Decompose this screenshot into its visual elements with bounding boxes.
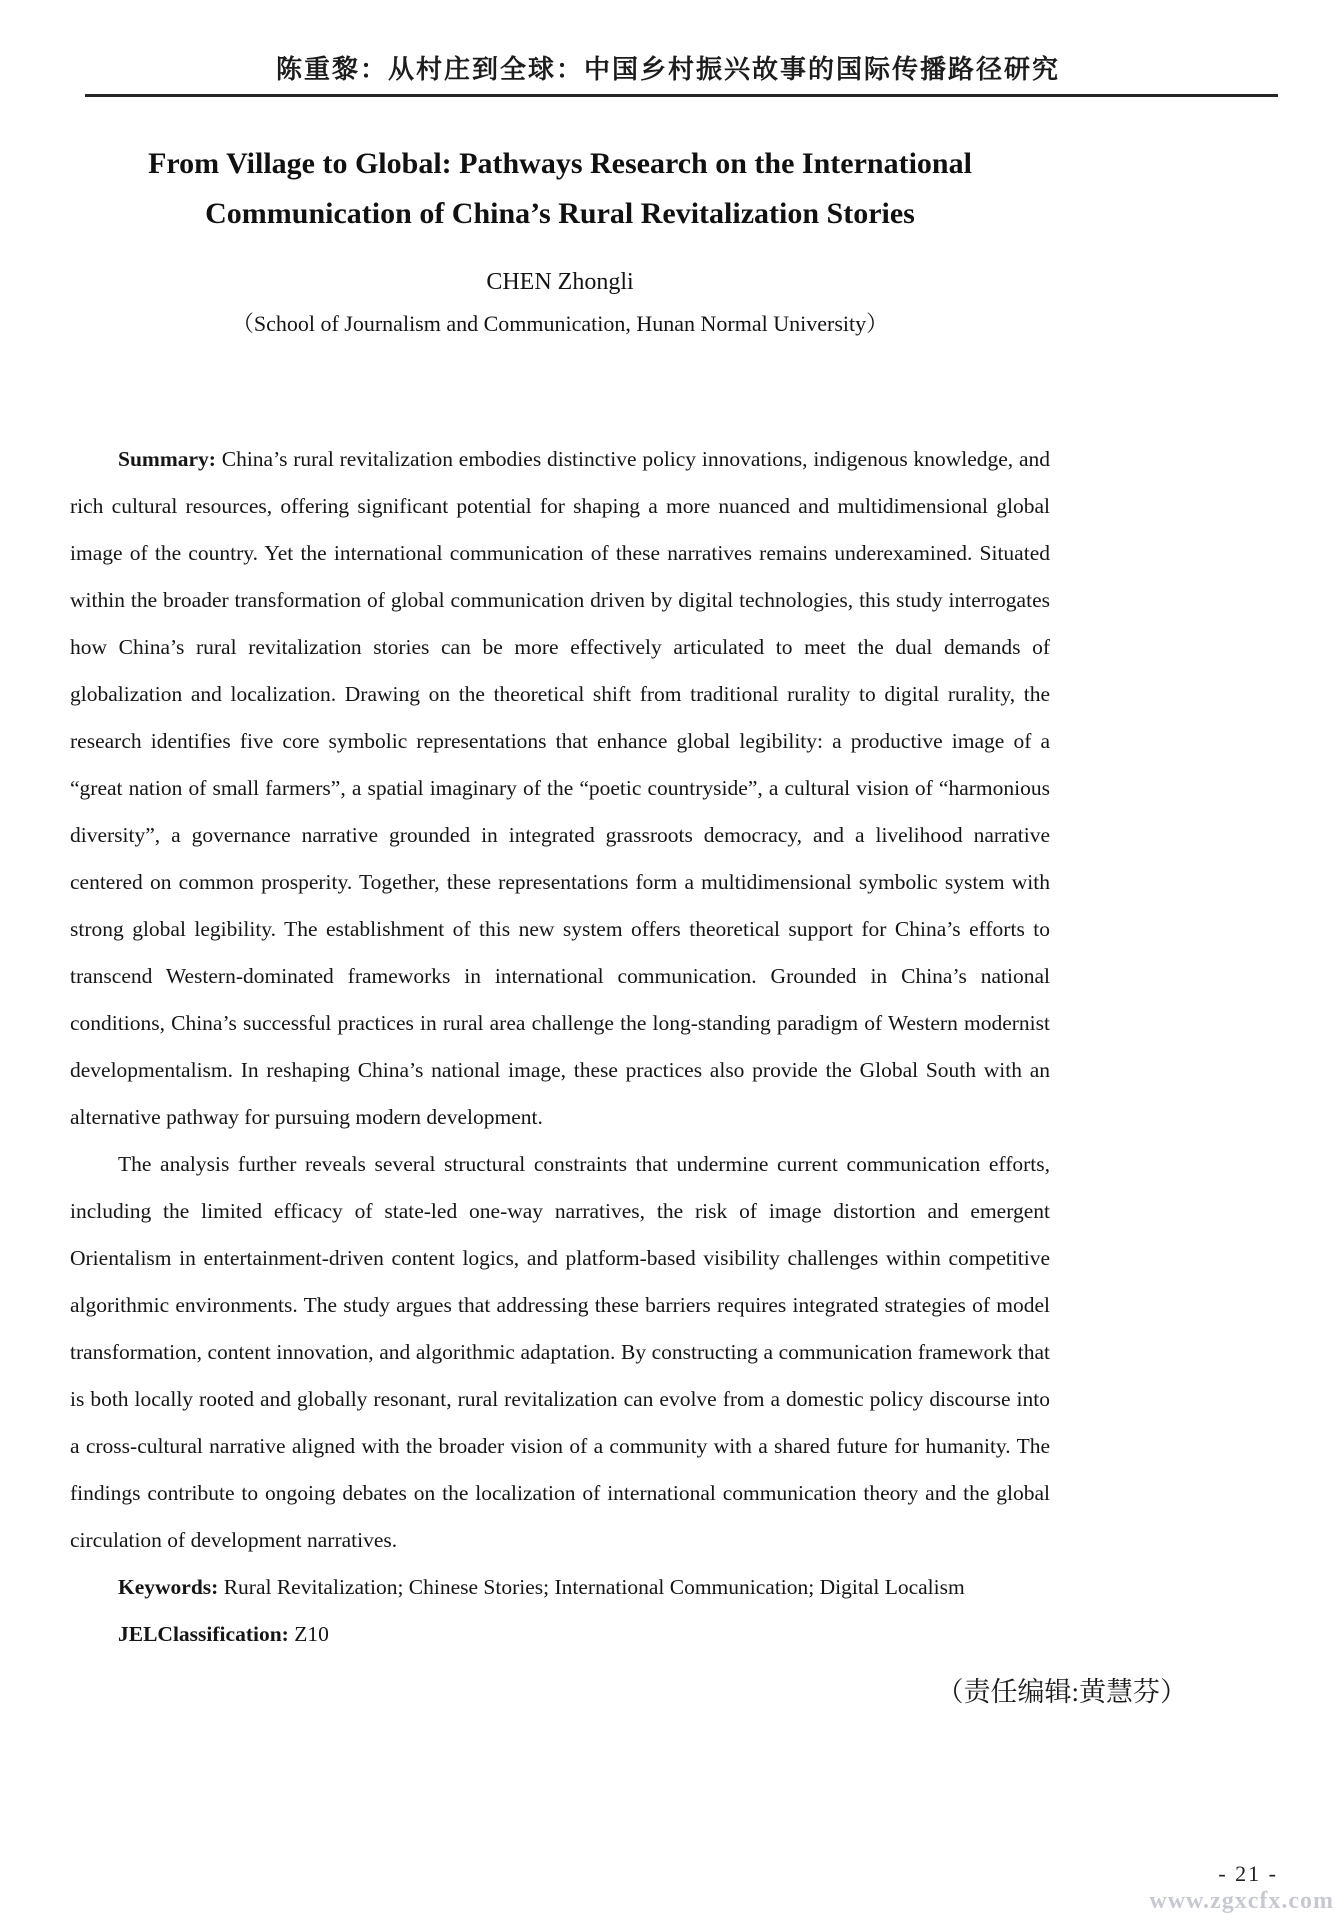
- body-paragraph: The analysis further reveals several structural constraints that undermine current communication efforts, including the limited efficacy of state-led one-way narratives, the risk of image distortion and emergent Orientalism in entertainment-driven content logics, and platform-based visibility challenges within competitive algorithmic environments. The study argues that addressing these barriers requires integrated strategies of model transformation, content innovation, and algorithmic adaptation. By constructing a communication framework that is both locally rooted and globally resonant, rural revitalization can evolve from a domestic policy discourse into a cross-cultural narrative aligned with the broader vision of a community with a shared future for humanity. The findings contribute to ongoing debates on the localization of international communication theory and the global circulation of development narratives.: [70, 1152, 1050, 1552]
- editor-note: （责任编辑:黄慧芬）: [936, 1677, 1187, 1707]
- abstract-label: Summary:: [118, 447, 216, 471]
- author-affiliation: （School of Journalism and Communication, Hunan Normal University）: [231, 311, 889, 336]
- article-title: [70, 139, 1050, 239]
- article-content: [70, 139, 1050, 1658]
- keywords-line: [70, 1564, 1050, 1611]
- abstract-paragraph: [70, 436, 1050, 1141]
- jel-label: JELClassification:: [118, 1622, 289, 1646]
- title-line-1: From Village to Global: Pathways Research on the International: [148, 147, 972, 180]
- jel-text: Z10: [294, 1622, 329, 1646]
- page-number: - 21 -: [1218, 1861, 1278, 1886]
- keywords-label: Keywords:: [118, 1575, 219, 1599]
- header-divider: [85, 94, 1278, 97]
- site-watermark: www.zgxcfx.com: [1149, 1888, 1334, 1914]
- author-name: CHEN Zhongli: [486, 269, 634, 295]
- title-line-2: Communication of China’s Rural Revitalization Stories: [205, 197, 915, 230]
- running-header: 陈重黎：从村庄到全球：中国乡村振兴故事的国际传播路径研究: [275, 54, 1060, 84]
- jel-line: [70, 1611, 1050, 1658]
- keywords-text: Rural Revitalization; Chinese Stories; International Communication; Digital Localism: [223, 1575, 965, 1599]
- abstract-text: China’s rural revitalization embodies distinctive policy innovations, indigenous knowledge, and rich cultural resources, offering significant potential for shaping a more nuanced and multidimensional global image of the country. Yet the international communication of these narratives remains underexamined. Situated within the broader transformation of global communication driven by digital technologies, this study interrogates how China’s rural revitalization stories can be more effectively articulated to meet the dual demands of globalization and localization. Drawing on the theoretical shift from traditional rurality to digital rurality, the research identifies five core symbolic representations that enhance global legibility: a productive image of a “great nation of small farmers”, a spatial imaginary of the “poetic countryside”, a cultural vision of “harmonious diversity”, a governance narrative grounded in integrated grassroots democracy, and a livelihood narrative centered on common prosperity. Together, these representations form a multidimensional symbolic system with strong global legibility. The establishment of this new system offers theoretical support for China’s efforts to transcend Western-dominated frameworks in international communication. Grounded in China’s national conditions, China’s successful practices in rural area challenge the long-standing paradigm of Western modernist developmentalism. In reshaping China’s national image, these practices also provide the Global South with an alternative pathway for pursuing modern development.: [70, 447, 1051, 1129]
